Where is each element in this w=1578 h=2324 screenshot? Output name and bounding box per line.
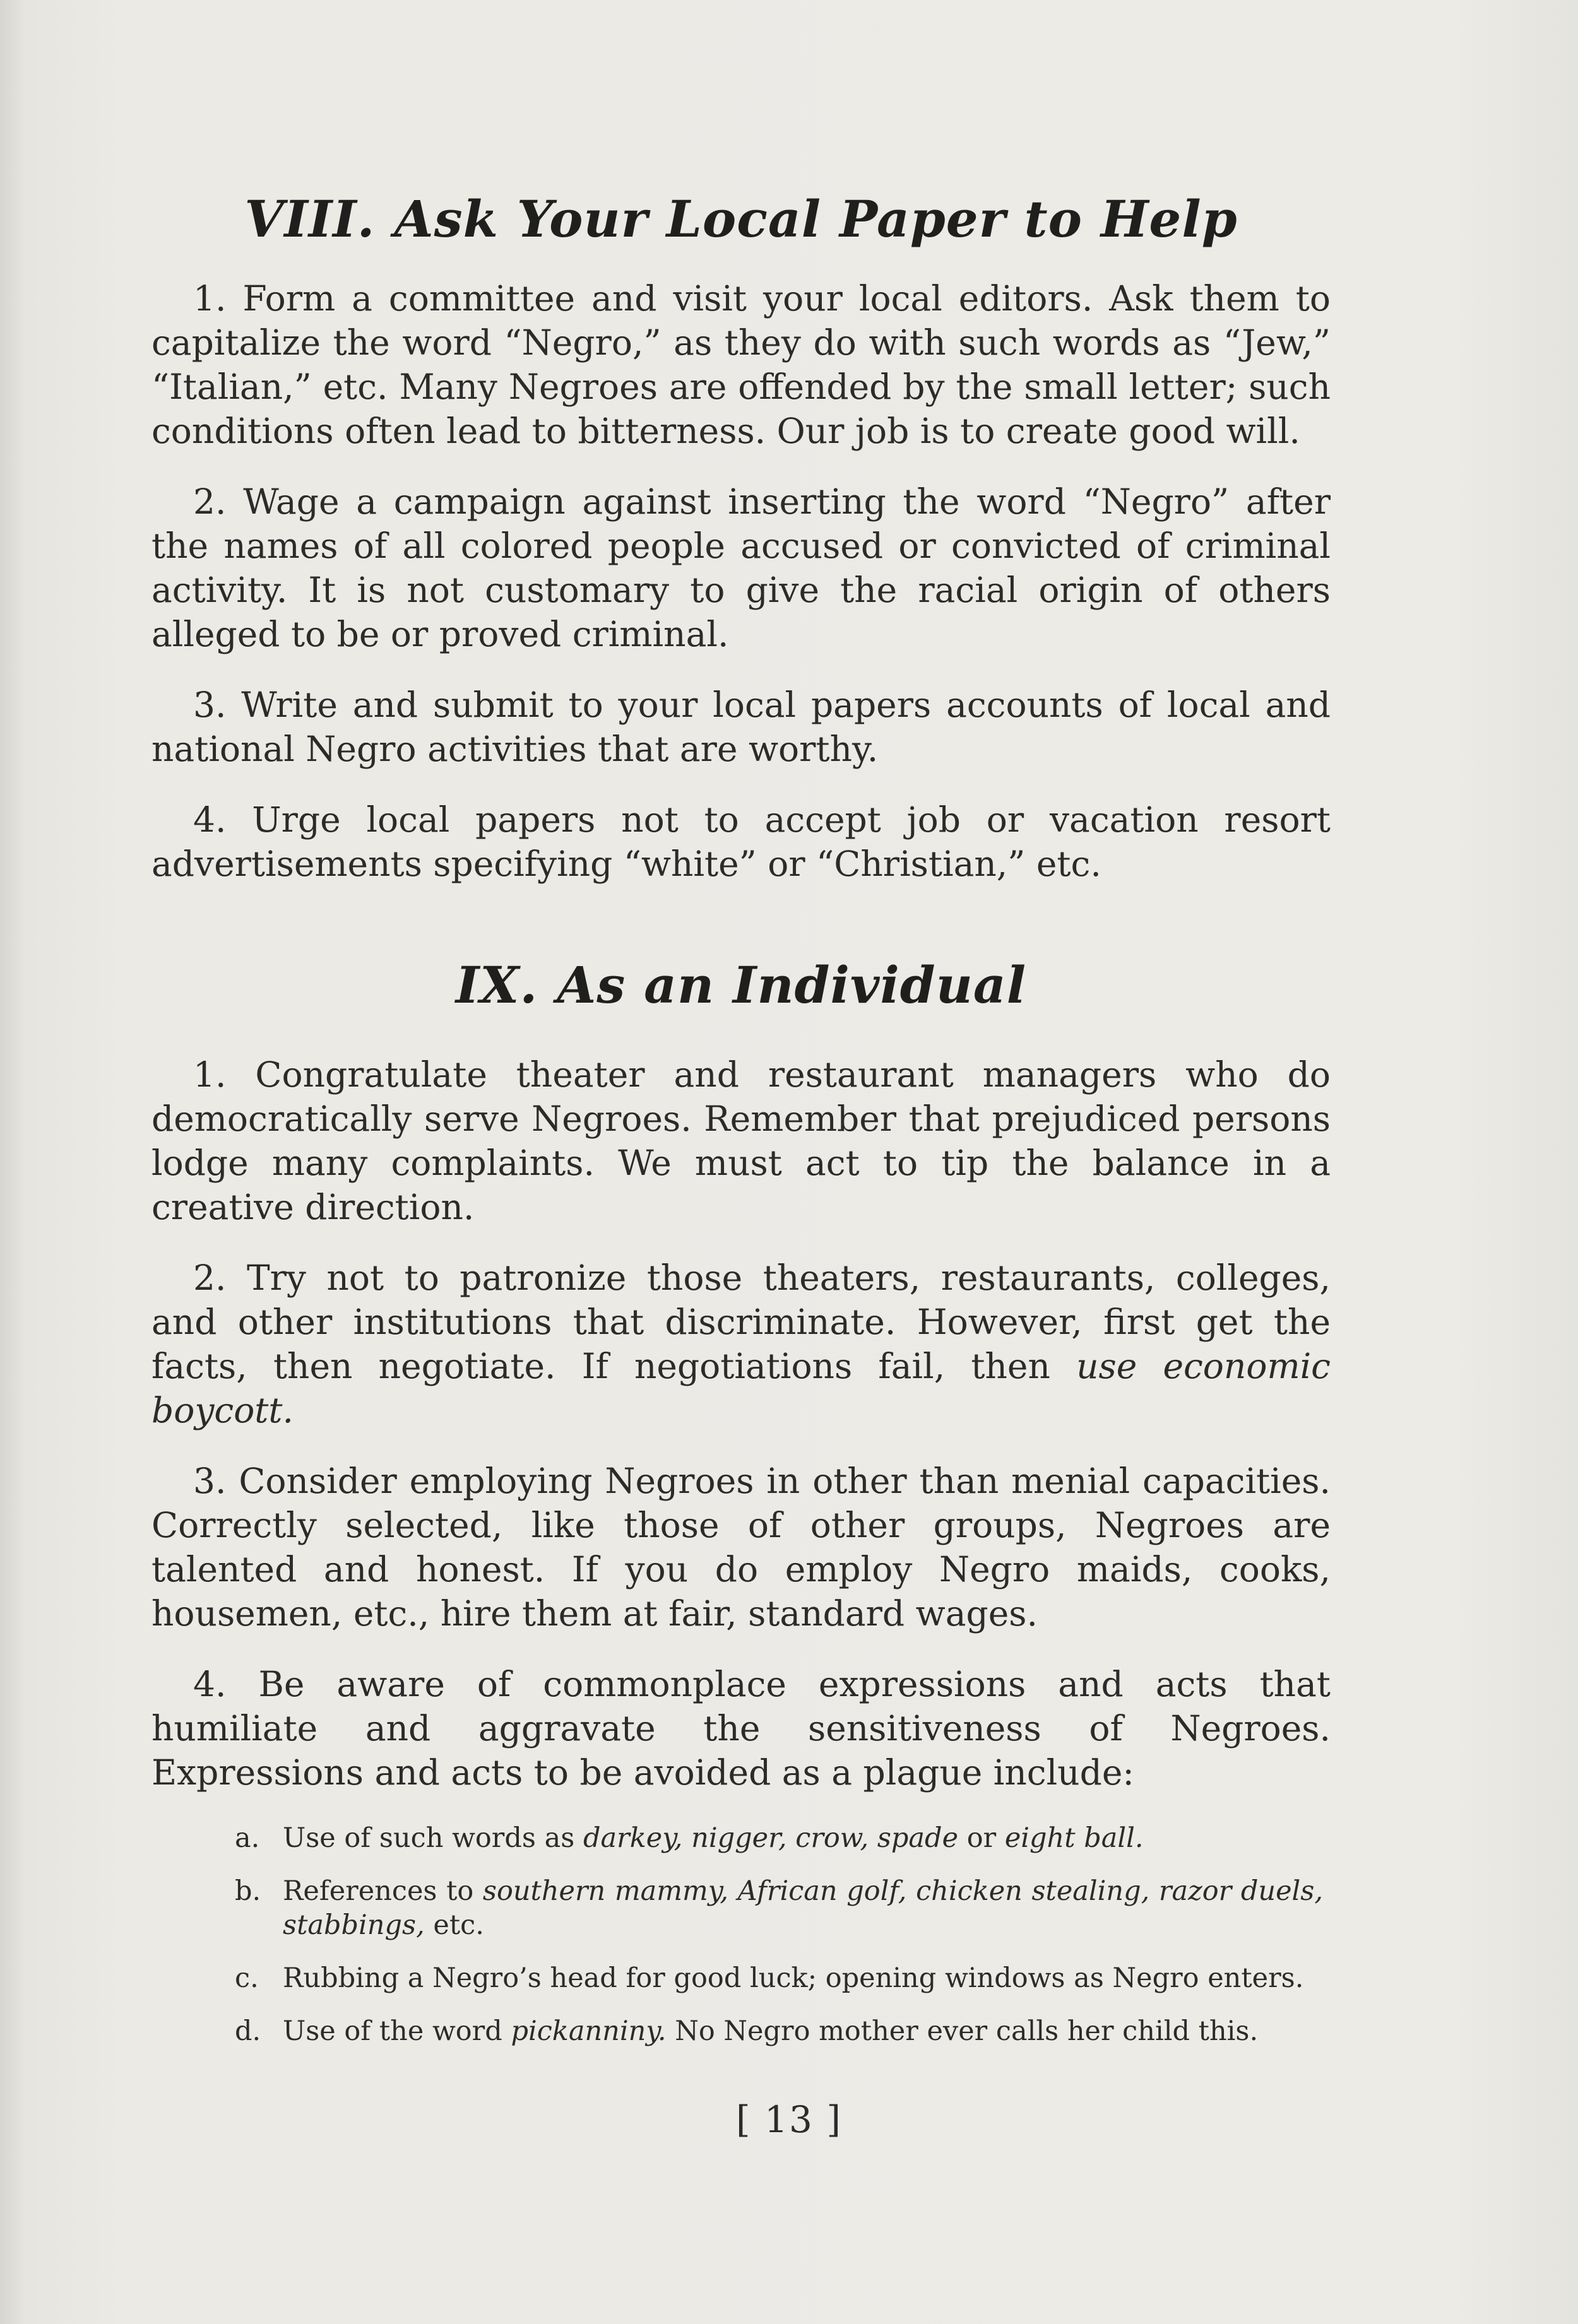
section-title: Ask Your Local Paper to Help xyxy=(394,189,1238,249)
paragraph-item: 4. Be aware of commonplace expressions and acts that humiliate and aggravate the sensitiveness of Negroes. Expressions and acts to be avoided as a plague include: xyxy=(151,1664,1331,1793)
paragraph-text: If negotiations fail, then xyxy=(581,1346,1050,1386)
subitem-text: Rubbing a Negro’s head for good luck; opening windows as Negro enters. xyxy=(283,1962,1304,1994)
paragraph-item: 1. Congratulate theater and restaurant managers who do democratically serve Negroes. Remember that prejudiced persons lodge many complaints. We must act to tip the balance in a creative direction. xyxy=(151,1054,1331,1227)
emphasis-text: use economic boycott. xyxy=(151,1346,1331,1430)
section-heading-ix xyxy=(151,955,1331,1015)
emphasis-text: darkey, nigger, crow, spade xyxy=(583,1822,959,1854)
list-letter: a. xyxy=(235,1822,260,1854)
section-title: As an Individual xyxy=(557,955,1027,1015)
page-number: [ 13 ] xyxy=(736,2098,842,2141)
list-subitem-a xyxy=(151,1821,1331,1855)
paragraph-item xyxy=(151,1256,1331,1432)
emphasis-text: pickanniny. xyxy=(511,2015,667,2047)
emphasis-text: southern mammy, African golf, chicken stealing, razor duels, stabbings, xyxy=(283,1875,1323,1941)
section-heading-viii xyxy=(151,189,1331,249)
subitem-text: or xyxy=(966,1822,997,1854)
subitem-text: Use of the word xyxy=(283,2015,502,2047)
list-subitem-c xyxy=(151,1961,1331,1995)
list-letter: d. xyxy=(235,2015,261,2047)
section-numeral: IX. xyxy=(455,955,538,1015)
paragraph-item: 3. Write and submit to your local papers accounts of local and national Negro activities that are worthy. xyxy=(151,685,1331,769)
subitem-text: etc. xyxy=(433,1909,484,1941)
emphasis-text: eight ball. xyxy=(1004,1822,1144,1854)
list-subitem-d xyxy=(151,2014,1331,2048)
subitem-text: References to xyxy=(283,1875,474,1907)
subitem-text: No Negro mother ever calls her child this. xyxy=(675,2015,1259,2047)
list-letter: c. xyxy=(235,1962,259,1994)
subitem-text: Use of such words as xyxy=(283,1822,575,1854)
paragraph-item: 2. Wage a campaign against inserting the word “Negro” after the names of all colored people accused or convicted of criminal activity. It is not customary to give the racial origin of others alleged to be or proved criminal. xyxy=(151,481,1331,654)
list-letter: b. xyxy=(235,1875,261,1907)
paragraph-text: 2. Try not to patronize those theaters, restaurants, colleges, and other institutions that discriminate. However, first get the facts, then negotiate. xyxy=(151,1258,1331,1386)
page-content xyxy=(151,189,1331,2067)
section-numeral: VIII. xyxy=(244,189,376,249)
paragraph-item: 3. Consider employing Negroes in other than menial capacities. Correctly selected, like those of other groups, Negroes are talented and honest. If you do employ Negro maids, cooks, housemen, etc., hire them at fair, standard wages. xyxy=(151,1461,1331,1634)
paragraph-item: 4. Urge local papers not to accept job or vacation resort advertisements specifying “white” or “Christian,” etc. xyxy=(151,799,1331,884)
list-subitem-b xyxy=(151,1874,1331,1942)
paragraph-item: 1. Form a committee and visit your local editors. Ask them to capitalize the word “Negro,” as they do with such words as “Jew,” “Italian,” etc. Many Negroes are offended by the small letter; such conditions often lead to bitterness. Our job is to create good will. xyxy=(151,278,1331,451)
